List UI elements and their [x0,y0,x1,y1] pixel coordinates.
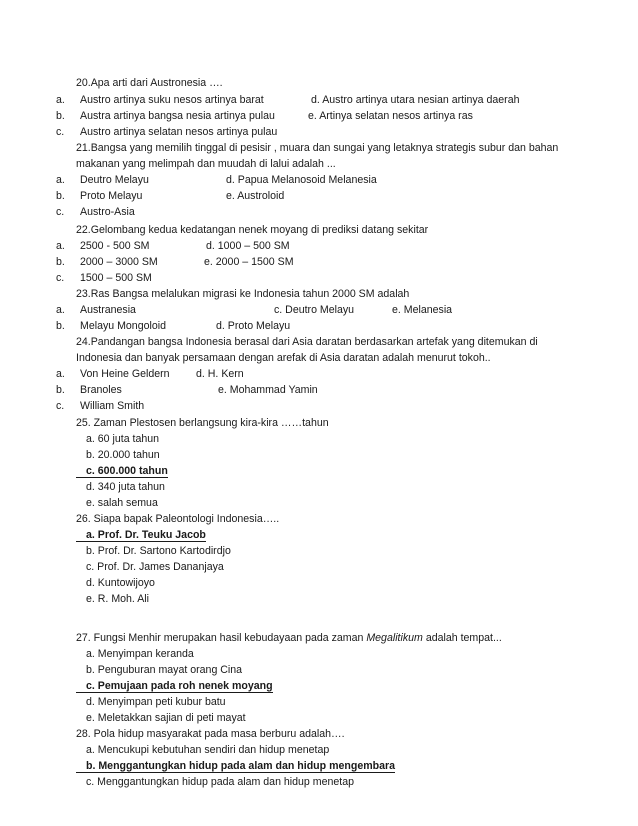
option-marker-b: b. [56,256,65,268]
q24-option-d: d. H. Kern [196,368,244,380]
question-21-text-line2: makanan yang melimpah dan muudah di lalui adalah ... [76,158,336,170]
q27-option-d: d. Menyimpan peti kubur batu [86,696,226,708]
q23-option-a: Austranesia [80,304,136,316]
q20-option-a: Austro artinya suku nesos artinya barat [80,94,264,106]
option-marker-b: b. [56,190,65,202]
q23-option-c: c. Deutro Melayu [274,304,355,316]
q26-option-d: d. Kuntowijoyo [86,577,155,589]
question-21-text-line1: 21.Bangsa yang memilih tinggal di pesisir , muara dan sungai yang letaknya strategis subur dan bahan [76,142,559,154]
q22-option-d: d. 1000 – 500 SM [206,240,290,252]
q26-option-b: b. Prof. Dr. Sartono Kartodirdjo [86,545,231,557]
q27-option-e: e. Meletakkan sajian di peti mayat [86,712,246,724]
q26-option-a-text: a. Prof. Dr. Teuku Jacob [86,529,206,541]
q28-option-b-answer [76,760,395,773]
question-27-text-post: adalah tempat... [422,632,502,644]
question-27-text-pre: 27. Fungsi Menhir merupakan hasil kebudayaan pada zaman [76,632,367,644]
q23-option-d: d. Proto Melayu [216,320,291,332]
q20-option-c: Austro artinya selatan nesos artinya pulau [80,126,278,138]
option-marker-b: b. [56,110,65,122]
question-26-text: 26. Siapa bapak Paleontologi Indonesia….. [76,513,280,525]
question-25-text: 25. Zaman Plestosen berlangsung kira-kira ……tahun [76,417,329,429]
q22-option-b: 2000 – 3000 SM [80,256,158,268]
option-marker-a: a. [56,240,65,252]
q20-option-b: Austra artinya bangsa nesia artinya pulau [80,110,275,122]
q25-option-e: e. salah semua [86,497,158,509]
question-28-text: 28. Pola hidup masyarakat pada masa berburu adalah…. [76,728,345,740]
q25-option-a: a. 60 juta tahun [86,433,160,445]
question-27-text [76,632,502,645]
q26-option-e: e. R. Moh. Ali [86,593,149,605]
q27-option-a: a. Menyimpan keranda [86,648,194,660]
q22-option-e: e. 2000 – 1500 SM [204,256,294,268]
q24-option-e: e. Mohammad Yamin [218,384,318,396]
question-27-text-italic: Megalitikum [366,632,423,644]
option-marker-a: a. [56,368,65,380]
question-23-text: 23.Ras Bangsa melalukan migrasi ke Indonesia tahun 2000 SM adalah [76,288,410,300]
option-marker-c: c. [56,400,65,412]
option-marker-a: a. [56,94,65,106]
option-marker-a: a. [56,304,65,316]
q25-option-b: b. 20.000 tahun [86,449,160,461]
option-marker-b: b. [56,320,65,332]
q28-option-c: c. Menggantungkan hidup pada alam dan hidup menetap [86,776,354,788]
q26-option-a-answer [76,529,206,542]
option-marker-c: c. [56,126,65,138]
option-marker-c: c. [56,272,65,284]
q22-option-a: 2500 - 500 SM [80,240,150,252]
q20-option-d: d. Austro artinya utara nesian artinya daerah [311,94,520,106]
q28-option-a: a. Mencukupi kebutuhan sendiri dan hidup menetap [86,744,330,756]
q27-option-c-text: c. Pemujaan pada roh nenek moyang [86,680,273,692]
q21-option-a: Deutro Melayu [80,174,149,186]
question-22-text: 22.Gelombang kedua kedatangan nenek moyang di prediksi datang sekitar [76,224,429,236]
q25-option-d: d. 340 juta tahun [86,481,165,493]
q23-option-b: Melayu Mongoloid [80,320,166,332]
q23-option-e: e. Melanesia [392,304,453,316]
q24-option-a: Von Heine Geldern [80,368,170,380]
q21-option-b: Proto Melayu [80,190,143,202]
q21-option-c: Austro-Asia [80,206,135,218]
q25-option-c-answer [76,465,168,478]
q27-option-b: b. Penguburan mayat orang Cina [86,664,243,676]
q25-option-c-text: c. 600.000 tahun [86,465,168,477]
q22-option-c: 1500 – 500 SM [80,272,152,284]
q24-option-c: William Smith [80,400,145,412]
q21-option-d: d. Papua Melanosoid Melanesia [226,174,377,186]
question-20-text: 20.Apa arti dari Austronesia …. [76,77,223,89]
q24-option-b: Branoles [80,384,122,396]
q26-option-c: c. Prof. Dr. James Dananjaya [86,561,224,573]
option-marker-b: b. [56,384,65,396]
option-marker-c: c. [56,206,65,218]
question-24-text-line1: 24.Pandangan bangsa Indonesia berasal dari Asia daratan berdasarkan artefak yang ditemukan di [76,336,538,348]
q21-option-e: e. Austroloid [226,190,285,202]
option-marker-a: a. [56,174,65,186]
question-24-text-line2: Indonesia dan banyak persamaan dengan arefak di Asia daratan adalah menurut tokoh.. [76,352,491,364]
q28-option-b-text: b. Menggantungkan hidup pada alam dan hidup mengembara [86,760,396,772]
q20-option-e: e. Artinya selatan nesos artinya ras [308,110,473,122]
q27-option-c-answer [76,680,273,693]
